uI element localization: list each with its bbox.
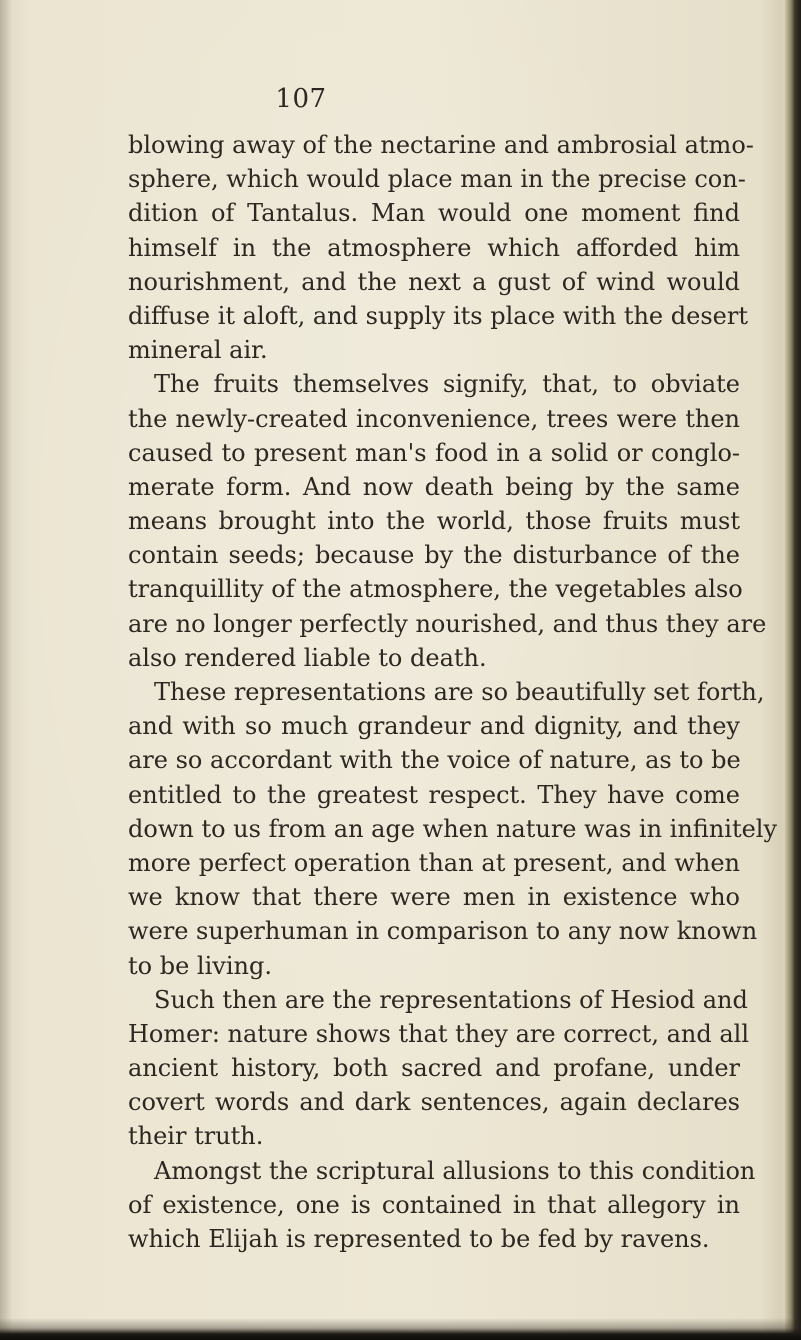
text-line: diffuse it aloft, and supply its place with the desert [128,301,748,330]
text-line: to be living. [128,951,272,980]
text-line: means brought into the world, those fruits must [128,507,740,536]
text-line: and with so much grandeur and dignity, and they [128,712,740,741]
text-line: sphere, which would place man in the precise con- [128,165,746,194]
text-line: down to us from an age when nature was in infinitely [128,814,778,843]
page-edge-shadow [785,0,801,1340]
text-line: are so accordant with the voice of nature, as to be [128,746,741,775]
text-line: more perfect operation than at present, and when [128,848,740,877]
page-bottom-shadow [0,1318,801,1340]
text-line: Such then are the representations of Hesiod and [154,985,748,1014]
text-line: blowing away of the nectarine and ambrosial atmo- [128,131,754,159]
text-line: are no longer perfectly nourished, and thus they are [128,609,767,638]
page-gutter-shadow [0,0,12,1340]
text-line: which Elijah is represented to be fed by ravens. [128,1225,710,1253]
text-line: These representations are so beautifully set forth, [154,678,765,706]
text-line: ancient history, both sacred and profane, under [128,1054,740,1083]
text-line: were superhuman in comparison to any now known [128,917,758,946]
page-number: 107 [275,84,327,114]
text-line: covert words and dark sentences, again declares [128,1088,740,1117]
text-line: The fruits themselves signify, that, to obviate [154,370,740,399]
text-line: Homer: nature shows that they are correct, and all [128,1019,749,1048]
text-line: contain seeds; because by the disturbance of the [128,541,740,570]
text-line: we know that there were men in existence who [128,883,740,912]
text-line: dition of Tantalus. Man would one moment find [128,199,740,228]
text-line: also rendered liable to death. [128,643,487,672]
text-line: of existence, one is contained in that allegory in [128,1190,740,1219]
text-line: their truth. [128,1122,264,1151]
text-line: Amongst the scriptural allusions to this condition [154,1156,756,1185]
text-line: tranquillity of the atmosphere, the vegetables also [128,575,743,604]
text-line: nourishment, and the next a gust of wind would [128,267,740,296]
text-line: mineral air. [128,336,268,365]
text-line: himself in the atmosphere which afforded him [128,233,740,262]
body-text [128,128,778,1256]
text-line: caused to present man's food in a solid or conglo- [128,438,740,467]
text-line: the newly-created inconvenience, trees were then [128,404,740,433]
text-line: entitled to the greatest respect. They have come [128,780,740,809]
text-line: merate form. And now death being by the same [128,472,740,501]
